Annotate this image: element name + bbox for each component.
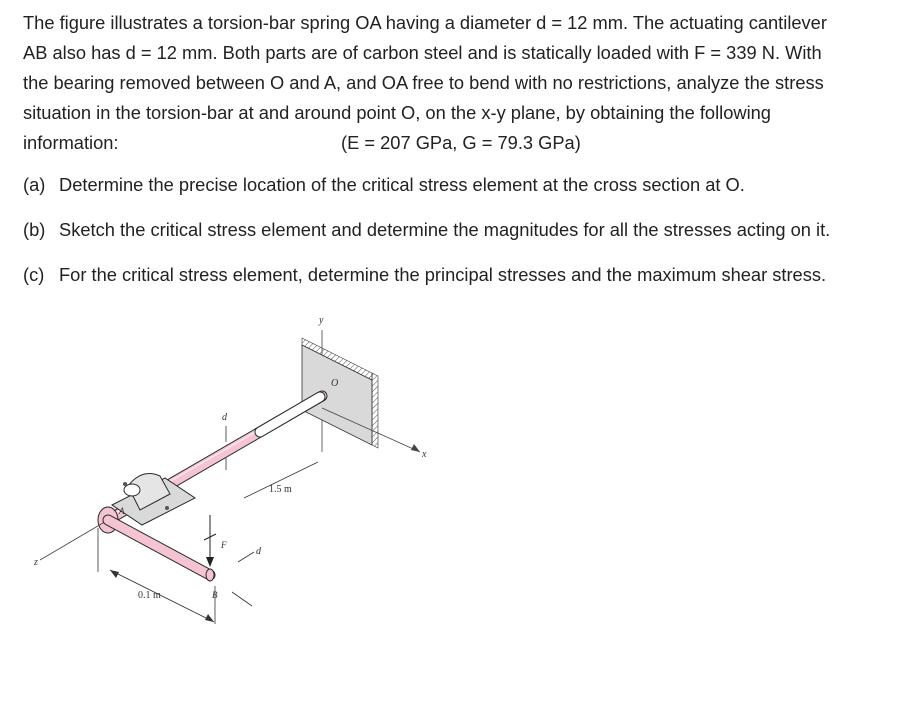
problem-line-2: AB also has d = 12 mm. Both parts are of carbon steel and is statically loaded with F = 339 N. With — [23, 42, 822, 63]
force-label: F — [221, 540, 227, 550]
diameter-label-top: d — [222, 412, 227, 423]
x-axis-arrow — [411, 444, 420, 452]
problem-line-3: the bearing removed between O and A, and OA free to bend with no restrictions, analyze the stress — [23, 72, 824, 93]
problem-line-1: The figure illustrates a torsion-bar spring OA having a diameter d = 12 mm. The actuating cantilever — [23, 12, 827, 33]
diameter-label-right: d — [256, 546, 261, 557]
cantilever-ab — [108, 520, 214, 581]
question-c-text: For the critical stress element, determine the principal stresses and the maximum shear stress. — [59, 264, 827, 285]
problem-last-line: information: — [23, 132, 119, 153]
y-axis-label: y — [319, 315, 324, 326]
point-o-label: O — [331, 378, 339, 389]
wall-support — [302, 338, 378, 448]
point-a-label: A — [119, 506, 125, 516]
question-b-text: Sketch the critical stress element and determine the magnitudes for all the stresses acting on it. — [59, 219, 831, 240]
question-b-label: (b) — [23, 219, 46, 240]
question-c-label: (c) — [23, 264, 45, 285]
problem-line-4: situation in the torsion-bar at and around point O, on the x-y plane, by obtaining the following — [23, 102, 771, 123]
dimension-short-label: 0.1 m — [138, 590, 161, 601]
given-properties: (E = 207 GPa, G = 79.3 GPa) — [341, 132, 581, 153]
question-a-label: (a) — [23, 174, 46, 195]
z-axis-label: z — [34, 557, 38, 568]
force-arrow-f — [204, 515, 216, 567]
dimension-long-label: 1.5 m — [269, 484, 292, 495]
point-b-label: B — [212, 590, 218, 600]
question-a-text: Determine the precise location of the critical stress element at the cross section at O. — [59, 174, 745, 195]
x-axis-label: x — [422, 449, 427, 460]
